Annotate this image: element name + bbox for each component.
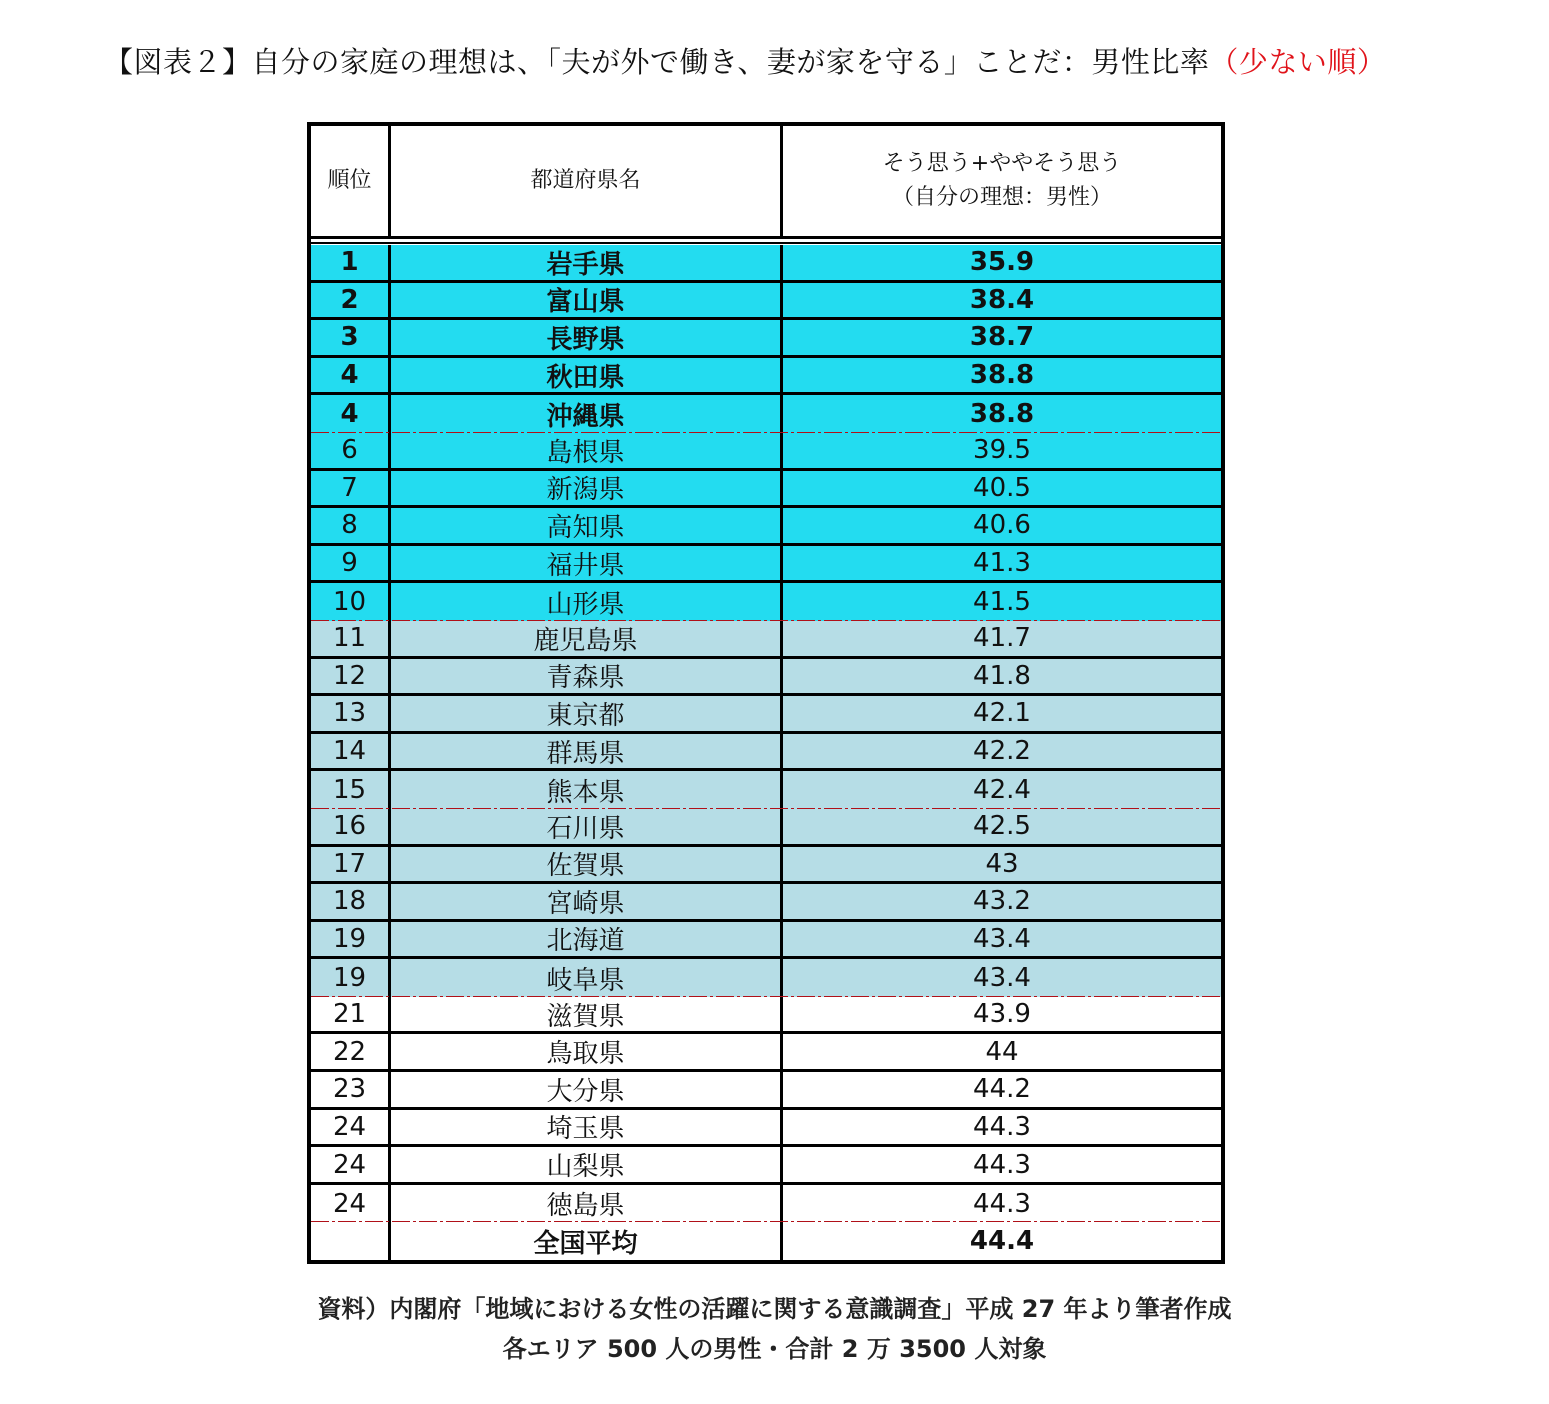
value-cell: 44.4 [969,1226,1035,1257]
table-row [311,471,1221,509]
rank-cell: 19 [311,959,391,997]
value-cell: 41.7 [973,623,1031,654]
value-cell: 35.9 [969,247,1035,278]
prefecture-cell: 富山県 [391,283,783,318]
prefecture-cell: 滋賀県 [391,997,783,1032]
table-row [311,320,1221,358]
prefecture-cell: 岐阜県 [391,959,783,997]
prefecture-cell: 全国平均 [391,1222,783,1260]
value-cell: 40.6 [973,510,1031,541]
value-cell: 44.3 [973,1111,1031,1142]
header-value-line1: そう思う+ややそう思う [882,151,1122,176]
prefecture-cell: 高知県 [391,508,783,543]
table-row [311,433,1221,471]
value-cell: 43.9 [973,999,1031,1030]
prefecture-cell: 長野県 [391,320,783,355]
prefecture-cell: 群馬県 [391,734,783,769]
value-cell: 38.8 [969,360,1035,391]
table-header [311,126,1221,239]
table-row [311,734,1221,772]
prefecture-cell: 鳥取県 [391,1034,783,1069]
value-cell: 43.4 [973,963,1031,994]
rank-cell: 24 [311,1147,391,1182]
table-row [311,546,1221,584]
value-cell: 43.4 [973,923,1031,954]
national-average-row [311,1222,1221,1260]
value-cell: 44.3 [973,1149,1031,1180]
prefecture-cell: 山形県 [391,583,783,621]
value-cell: 39.5 [973,435,1031,466]
value-cell: 44.3 [973,1188,1031,1219]
value-cell: 41.8 [973,660,1031,691]
header-rank: 順位 [311,126,391,236]
rank-cell: 13 [311,696,391,731]
prefecture-cell: 埼玉県 [391,1110,783,1145]
table-body [311,245,1221,1260]
rank-cell: 1 [311,245,391,280]
rank-cell: 22 [311,1034,391,1069]
figure-title-main: 【図表２】自分の家庭の理想は、「夫が外で働き、妻が家を守る」ことだ：男性比率 [104,45,1210,79]
prefecture-cell: 鹿児島県 [391,621,783,656]
prefecture-cell: 東京都 [391,696,783,731]
rank-cell: 7 [311,471,391,506]
table-row [311,583,1221,621]
value-cell: 44.2 [973,1074,1031,1105]
prefecture-cell: 北海道 [391,922,783,957]
value-cell: 43 [985,848,1019,879]
ranking-table [307,122,1225,1264]
table-row [311,1072,1221,1110]
rank-cell: 14 [311,734,391,769]
rank-cell: 11 [311,621,391,656]
prefecture-cell: 大分県 [391,1072,783,1107]
figure-title [104,40,1386,81]
rank-cell: 24 [311,1110,391,1145]
value-cell: 42.1 [973,698,1031,729]
rank-cell: 2 [311,283,391,318]
header-prefecture: 都道府県名 [391,126,783,236]
prefecture-cell: 岩手県 [391,245,783,280]
table-row [311,659,1221,697]
table-row [311,847,1221,885]
table-row [311,283,1221,321]
value-cell: 42.5 [973,811,1031,842]
prefecture-cell: 石川県 [391,809,783,844]
value-cell: 43.2 [973,886,1031,917]
table-row [311,358,1221,396]
value-cell: 42.2 [973,736,1031,767]
prefecture-cell: 熊本県 [391,771,783,809]
rank-cell: 16 [311,809,391,844]
rank-cell: 10 [311,583,391,621]
value-cell: 38.4 [969,284,1035,315]
rank-cell: 19 [311,922,391,957]
header-value [783,126,1221,236]
rank-cell [311,1222,391,1260]
rank-cell: 3 [311,320,391,355]
value-cell: 44 [985,1036,1019,1067]
rank-cell: 21 [311,997,391,1032]
rank-cell: 15 [311,771,391,809]
prefecture-cell: 徳島県 [391,1185,783,1223]
rank-cell: 8 [311,508,391,543]
header-value-line2: （自分の理想：男性） [891,185,1112,210]
rank-cell: 9 [311,546,391,581]
table-row [311,696,1221,734]
rank-cell: 4 [311,395,391,433]
value-cell: 41.5 [973,587,1031,618]
table-row [311,997,1221,1035]
table-row [311,884,1221,922]
table-row [311,1110,1221,1148]
value-cell: 41.3 [973,548,1031,579]
figure-title-sort-note: （少ない順） [1209,45,1387,79]
prefecture-cell: 宮崎県 [391,884,783,919]
rank-cell: 17 [311,847,391,882]
rank-cell: 18 [311,884,391,919]
rank-cell: 24 [311,1185,391,1223]
table-row [311,922,1221,960]
table-row [311,1147,1221,1185]
source-note-line1: 資料）内閣府「地域における女性の活躍に関する意識調査」平成 27 年より筆者作成 [317,1295,1232,1323]
table-row [311,959,1221,997]
prefecture-cell: 山梨県 [391,1147,783,1182]
prefecture-cell: 福井県 [391,546,783,581]
prefecture-cell: 島根県 [391,433,783,468]
table-row [311,245,1221,283]
rank-cell: 12 [311,659,391,694]
value-cell: 38.7 [969,322,1035,353]
table-row [311,1034,1221,1072]
table-row [311,809,1221,847]
table-row [311,621,1221,659]
table-row [311,1185,1221,1223]
rank-cell: 23 [311,1072,391,1107]
prefecture-cell: 青森県 [391,659,783,694]
value-cell: 38.8 [969,399,1035,430]
prefecture-cell: 沖縄県 [391,395,783,433]
value-cell: 42.4 [973,775,1031,806]
table-row [311,508,1221,546]
prefecture-cell: 新潟県 [391,471,783,506]
source-note-line2: 各エリア 500 人の男性・合計 2 万 3500 人対象 [502,1335,1047,1363]
prefecture-cell: 佐賀県 [391,847,783,882]
table-row [311,395,1221,433]
rank-cell: 6 [311,433,391,468]
value-cell: 40.5 [973,472,1031,503]
rank-cell: 4 [311,358,391,393]
table-row [311,771,1221,809]
prefecture-cell: 秋田県 [391,358,783,393]
